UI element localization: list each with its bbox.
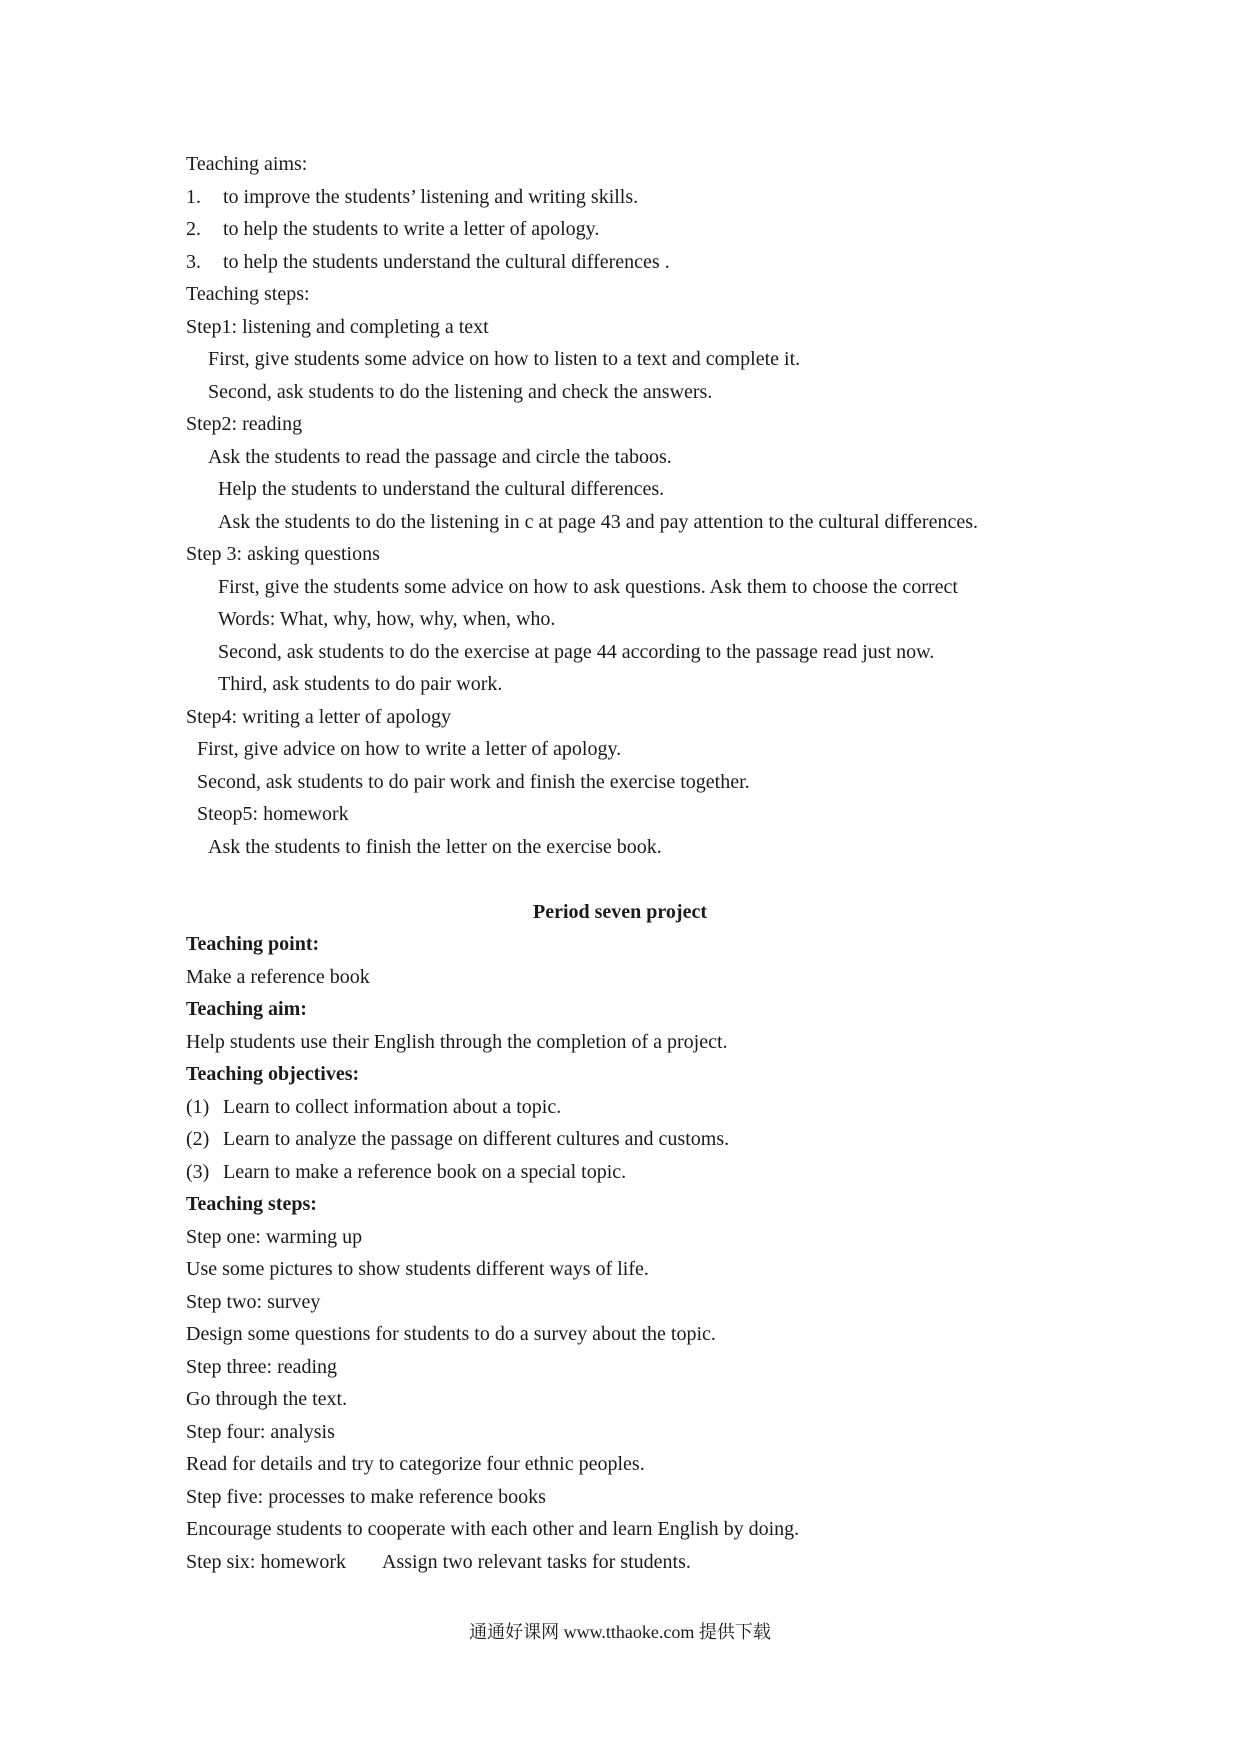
objective-number: (3) bbox=[186, 1161, 210, 1183]
page-footer: 通通好课网 www.tthaoke.com 提供下载 bbox=[469, 1622, 771, 1642]
step-title: Step two: survey bbox=[186, 1291, 321, 1313]
teaching-steps-heading: Teaching steps: bbox=[186, 1193, 317, 1215]
teaching-point: Make a reference book bbox=[186, 966, 370, 988]
aim-number: 1. bbox=[186, 186, 201, 208]
aim-text: to improve the students’ listening and writing skills. bbox=[223, 186, 639, 208]
step-title: Step five: processes to make reference books bbox=[186, 1486, 546, 1508]
teaching-aim-heading: Teaching aim: bbox=[186, 998, 307, 1020]
step-line: Second, ask students to do the listening and check the answers. bbox=[208, 381, 713, 403]
objective-number: (1) bbox=[186, 1096, 210, 1118]
step-title: Step three: reading bbox=[186, 1356, 338, 1378]
step-line: First, give advice on how to write a letter of apology. bbox=[197, 738, 622, 760]
step-detail: Use some pictures to show students different ways of life. bbox=[186, 1258, 649, 1280]
aim-text: to help the students to write a letter of apology. bbox=[223, 218, 600, 240]
step-detail: Design some questions for students to do a survey about the topic. bbox=[186, 1323, 716, 1345]
aim-number: 2. bbox=[186, 218, 201, 240]
step-line: Ask the students to do the listening in c at page 43 and pay attention to the cultural differences. bbox=[218, 511, 978, 533]
step-title: Step six: homework bbox=[186, 1551, 346, 1573]
step-line: Ask the students to finish the letter on the exercise book. bbox=[208, 836, 662, 858]
step-line: Ask the students to read the passage and circle the taboos. bbox=[208, 446, 672, 468]
objective-text: Learn to make a reference book on a special topic. bbox=[223, 1161, 627, 1183]
step-title: Steop5: homework bbox=[197, 803, 349, 825]
objective-text: Learn to collect information about a topic. bbox=[223, 1096, 562, 1118]
step-line: Second, ask students to do pair work and finish the exercise together. bbox=[197, 771, 750, 793]
step-title: Step one: warming up bbox=[186, 1226, 363, 1248]
step-line: Second, ask students to do the exercise at page 44 according to the passage read just now. bbox=[218, 641, 935, 663]
steps-heading: Teaching steps: bbox=[186, 283, 310, 305]
teaching-point-heading: Teaching point: bbox=[186, 933, 320, 955]
objective-text: Learn to analyze the passage on different cultures and customs. bbox=[223, 1128, 730, 1150]
aims-heading: Teaching aims: bbox=[186, 153, 308, 175]
step-line: First, give the students some advice on how to ask questions. Ask them to choose the correct bbox=[218, 576, 958, 598]
step-line: First, give students some advice on how to listen to a text and complete it. bbox=[208, 348, 801, 370]
step-title: Step4: writing a letter of apology bbox=[186, 706, 451, 728]
step-detail: Go through the text. bbox=[186, 1388, 348, 1410]
step-line: Third, ask students to do pair work. bbox=[218, 673, 503, 695]
step-title: Step four: analysis bbox=[186, 1421, 335, 1443]
step-line: Help the students to understand the cultural differences. bbox=[218, 478, 665, 500]
objective-number: (2) bbox=[186, 1128, 210, 1150]
step-detail: Assign two relevant tasks for students. bbox=[382, 1551, 691, 1573]
step-title: Step2: reading bbox=[186, 413, 303, 435]
step-detail: Read for details and try to categorize four ethnic peoples. bbox=[186, 1453, 645, 1475]
step-title: Step1: listening and completing a text bbox=[186, 316, 489, 338]
step-line: Words: What, why, how, why, when, who. bbox=[218, 608, 556, 630]
step-detail: Encourage students to cooperate with each other and learn English by doing. bbox=[186, 1518, 800, 1540]
aim-text: to help the students understand the cultural differences . bbox=[223, 251, 670, 273]
teaching-aim: Help students use their English through the completion of a project. bbox=[186, 1031, 728, 1053]
aim-number: 3. bbox=[186, 251, 201, 273]
teaching-objectives-heading: Teaching objectives: bbox=[186, 1063, 360, 1085]
section-title: Period seven project bbox=[532, 901, 708, 923]
step-title: Step 3: asking questions bbox=[186, 543, 380, 565]
